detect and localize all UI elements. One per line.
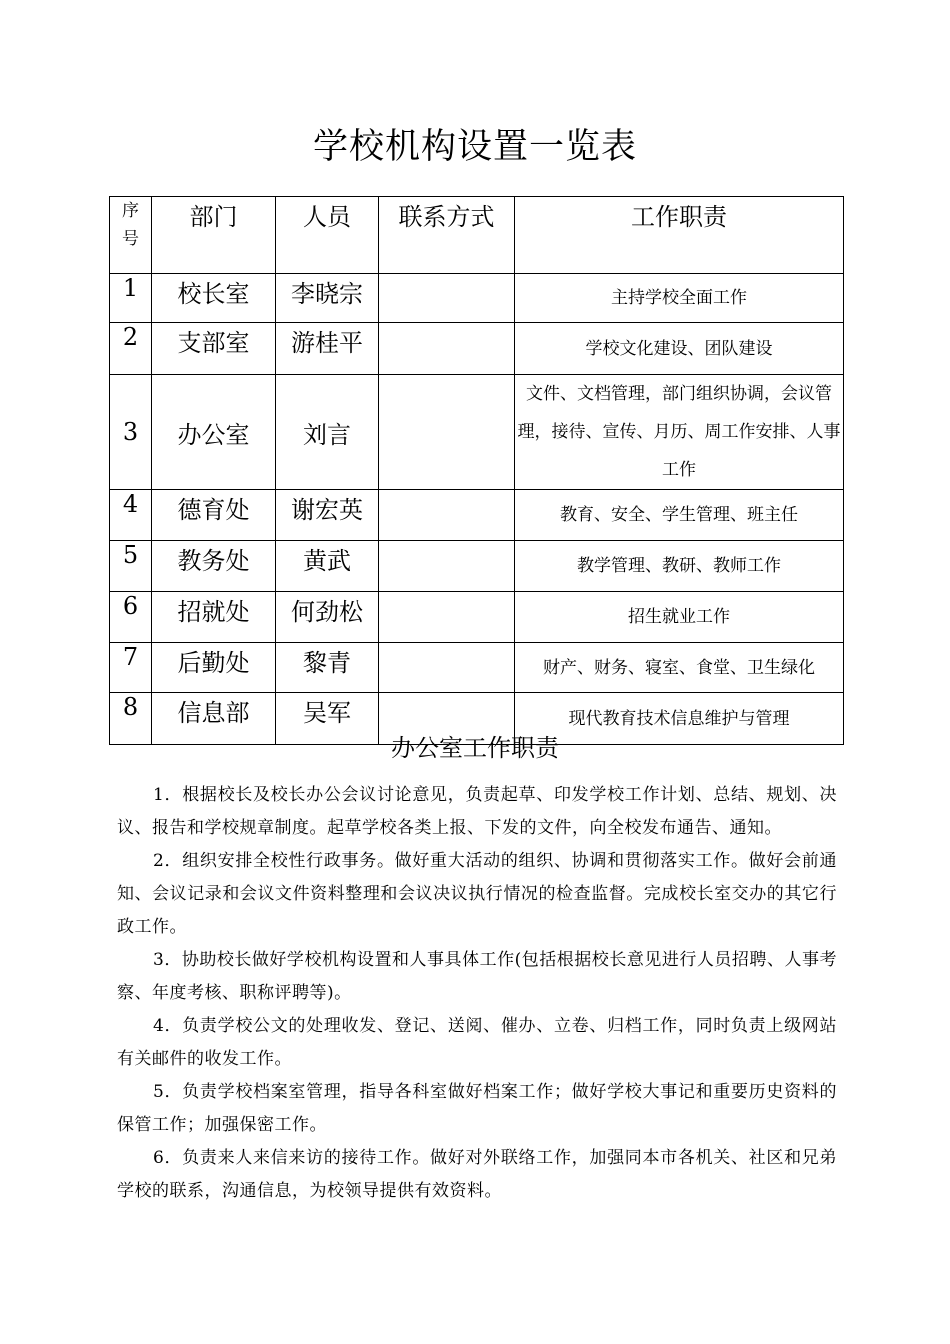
row-contact [379,592,515,643]
row-duty: 主持学校全面工作 [515,274,844,323]
duty-paragraph: 5．负责学校档案室管理，指导各科室做好档案工作；做好学校大事记和重要历史资料的保管工作；加强保密工作。 [117,1082,837,1135]
row-seq: 3 [110,375,152,490]
duties-text [117,779,837,1208]
table-row [110,274,844,323]
header-person: 人员 [276,197,379,274]
row-seq: 5 [110,541,152,592]
row-dept: 招就处 [152,592,276,643]
row-dept: 教务处 [152,541,276,592]
header-dept: 部门 [152,197,276,274]
header-contact: 联系方式 [379,197,515,274]
row-person: 游桂平 [276,323,379,375]
table-row [110,592,844,643]
row-dept: 办公室 [152,375,276,490]
org-structure-table [109,196,844,745]
row-duty: 现代教育技术信息维护与管理 [515,693,844,745]
row-contact [379,490,515,541]
row-duty: 财产、财务、寝室、食堂、卫生绿化 [515,643,844,693]
row-contact [379,323,515,375]
row-duty: 教育、安全、学生管理、班主任 [515,490,844,541]
row-duty: 文件、文档管理，部门组织协调，会议管理，接待、宣传、月历、周工作安排、人事工作 [515,375,844,490]
table-row [110,490,844,541]
duty-paragraph: 1．根据校长及校长办公会议讨论意见，负责起草、印发学校工作计划、总结、规划、决议、报告和学校规章制度。起草学校各类上报、下发的文件，向全校发布通告、通知。 [117,785,837,838]
row-person: 黄武 [276,541,379,592]
row-duty: 学校文化建设、团队建设 [515,323,844,375]
duty-paragraph: 4．负责学校公文的处理收发、登记、送阅、催办、立卷、归档工作，同时负责上级网站有关邮件的收发工作。 [117,1016,837,1069]
row-duty: 招生就业工作 [515,592,844,643]
row-person: 黎青 [276,643,379,693]
header-duty: 工作职责 [515,197,844,274]
row-person: 何劲松 [276,592,379,643]
table-row [110,643,844,693]
table-row [110,323,844,375]
row-person: 刘言 [276,375,379,490]
section-title: 办公室工作职责 [391,734,559,762]
row-dept: 校长室 [152,274,276,323]
row-contact [379,643,515,693]
row-dept: 德育处 [152,490,276,541]
page-title: 学校机构设置一览表 [312,127,637,167]
row-seq: 1 [110,274,152,323]
row-seq: 2 [110,323,152,375]
row-dept: 支部室 [152,323,276,375]
header-seq-bottom: 号 [122,229,139,249]
row-dept: 后勤处 [152,643,276,693]
table-row [110,541,844,592]
row-contact [379,375,515,490]
duty-paragraph: 2．组织安排全校性行政事务。做好重大活动的组织、协调和贯彻落实工作。做好会前通知、会议记录和会议文件资料整理和会议决议执行情况的检查监督。完成校长室交办的其它行政工作。 [117,851,837,937]
header-seq-top: 序 [122,201,139,221]
row-dept: 信息部 [152,693,276,745]
row-contact [379,274,515,323]
row-seq: 4 [110,490,152,541]
header-seq [110,197,152,274]
row-person: 李晓宗 [276,274,379,323]
table-row [110,375,844,490]
row-duty: 教学管理、教研、教师工作 [515,541,844,592]
row-contact [379,541,515,592]
row-seq: 8 [110,693,152,745]
row-seq: 6 [110,592,152,643]
duty-paragraph: 6．负责来人来信来访的接待工作。做好对外联络工作，加强同本市各机关、社区和兄弟学校的联系，沟通信息，为校领导提供有效资料。 [117,1148,837,1201]
duty-paragraph: 3．协助校长做好学校机构设置和人事具体工作(包括根据校长意见进行人员招聘、人事考察、年度考核、职称评聘等)。 [117,950,837,1003]
table-header-row [110,197,844,274]
row-person: 吴军 [276,693,379,745]
row-person: 谢宏英 [276,490,379,541]
row-seq: 7 [110,643,152,693]
